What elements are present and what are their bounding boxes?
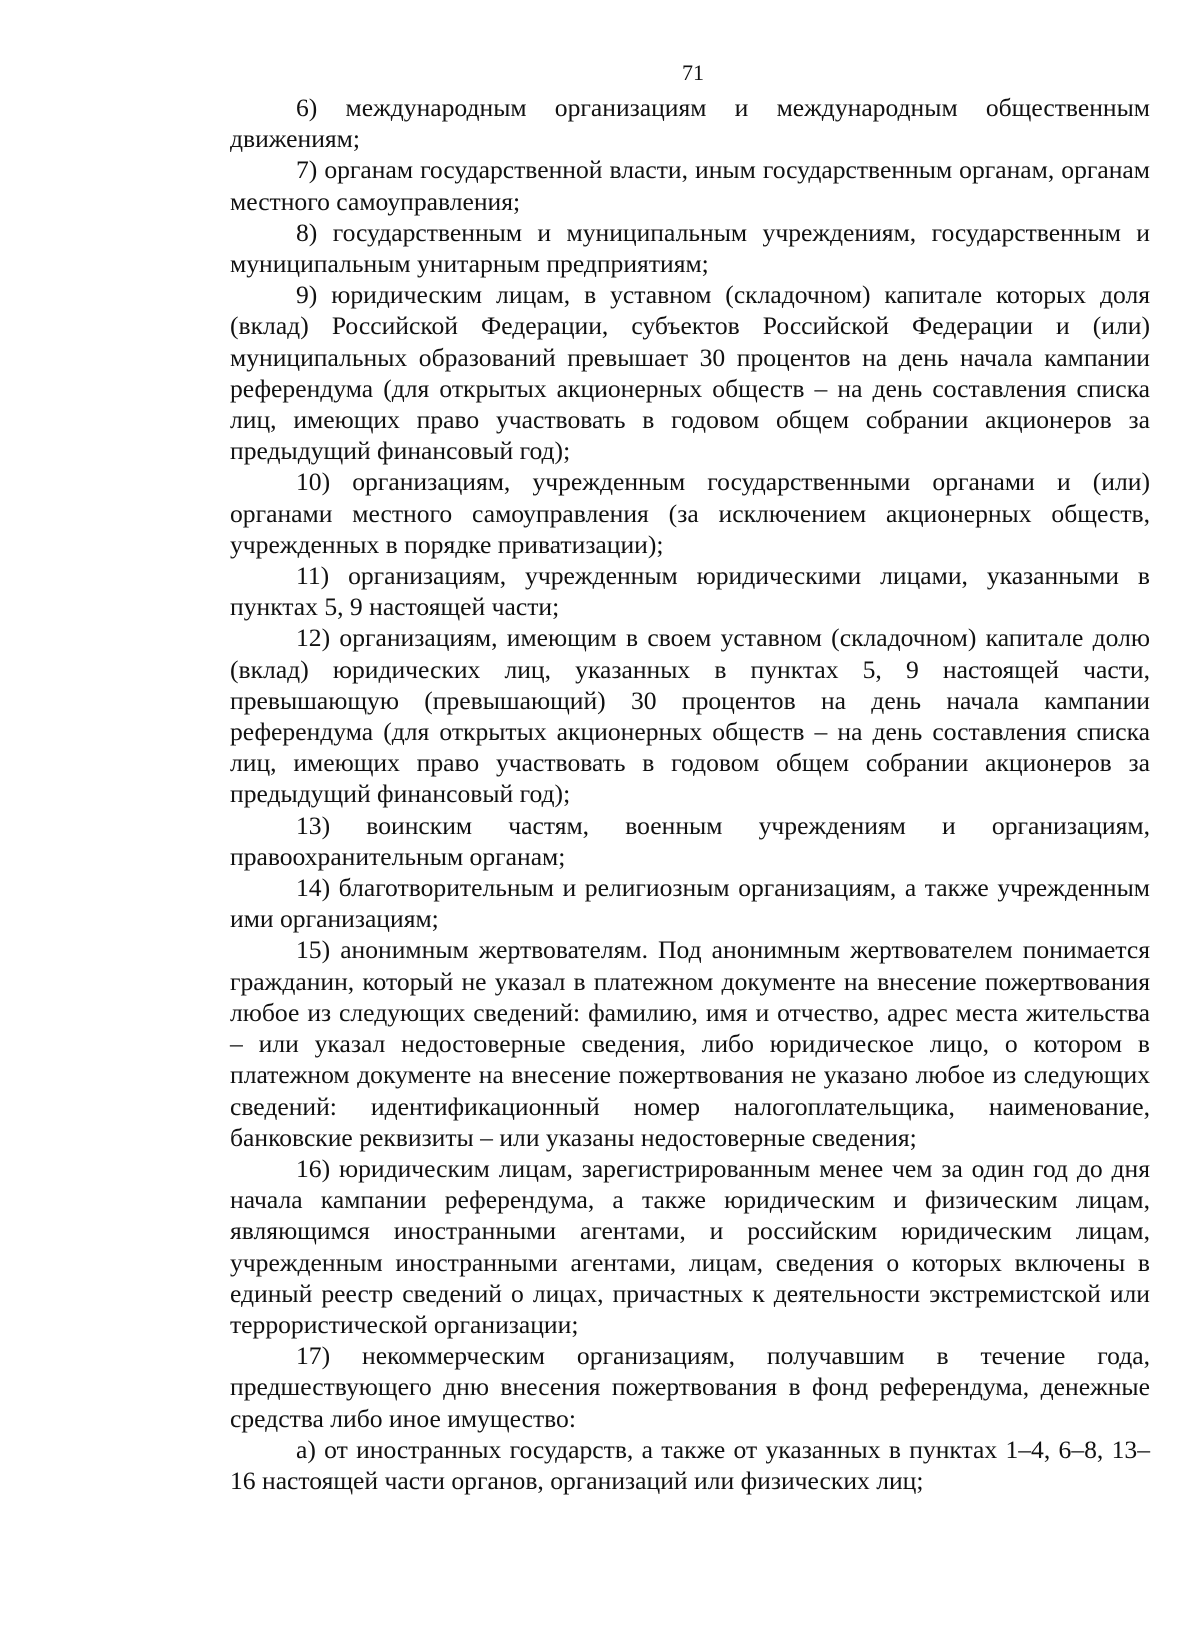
page-number: 71: [682, 60, 704, 85]
paragraph-item-15: 15) анонимным жертвователям. Под анонимным жертвователем понимается гражданин, который не указал в платежном документе на внесение пожертвования любое из следующих сведений: фамилию, имя и отчество, адрес места жительства – или указал недостоверные сведения, либо юридическое лицо, о котором в платежном документе на внесение пожертвования не указано любое из следующих сведений: идентификационный номер налогоплательщика, наименование, банковские реквизиты – или указаны недостоверные сведения;: [230, 935, 1150, 1152]
paragraph-item-14: 14) благотворительным и религиозным организациям, а также учрежденным ими организациям;: [230, 873, 1150, 934]
paragraph-item-16: 16) юридическим лицам, зарегистрированным менее чем за один год до дня начала кампании референдума, а также юридическим и физическим лицам, являющимся иностранными агентами, и российским юридическим лицам, учрежденным иностранными агентами, лицам, сведения о которых включены в единый реестр сведений о лицах, причастных к деятельности экстремистской или террористической организации;: [230, 1153, 1150, 1339]
paragraph-item-13: 13) воинским частям, военным учреждениям и организациям, правоохранительным органам;: [230, 810, 1150, 871]
paragraph-item-8: 8) государственным и муниципальным учреждениям, государственным и муниципальным унитарным предприятиям;: [230, 217, 1150, 279]
paragraph-item-10: 10) организациям, учрежденным государственными органами и (или) органами местного самоуправления (за исключением акционерных обществ, учрежденных в порядке приватизации);: [230, 467, 1150, 559]
paragraph-item-6: 6) международным организациям и международным общественным движениям;: [230, 93, 1150, 154]
paragraph-subitem-a: а) от иностранных государств, а также от указанных в пунктах 1–4, 6–8, 13–16 настоящей части органов, организаций или физических лиц;: [230, 1434, 1150, 1495]
paragraph-item-11: 11) организациям, учрежденным юридическими лицами, указанными в пунктах 5, 9 настоящей части;: [230, 561, 1150, 622]
paragraph-item-17: 17) некоммерческим организациям, получавшим в течение года, предшествующего дню внесения пожертвования в фонд референдума, денежные средства либо иное имущество:: [230, 1341, 1150, 1433]
paragraph-item-9: 9) юридическим лицам, в уставном (складочном) капитале которых доля (вклад) Российской Федерации, субъектов Российской Федерации и (или) муниципальных образований превышает 30 процентов на день начала кампании референдума (для открытых акционерных обществ – на день составления списка лиц, имеющих право участвовать в годовом общем собрании акционеров за предыдущий финансовый год);: [230, 280, 1150, 466]
paragraph-item-7: 7) органам государственной власти, иным государственным органам, органам местного самоуправления;: [230, 155, 1150, 216]
document-body: [230, 92, 1150, 1496]
paragraph-item-12: 12) организациям, имеющим в своем уставном (складочном) капитале долю (вклад) юридических лиц, указанных в пунктах 5, 9 настоящей части, превышающую (превышающий) 30 процентов на день начала кампании референдума (для открытых акционерных обществ – на день составления списка лиц, имеющих право участвовать в годовом общем собрании акционеров за предыдущий финансовый год);: [230, 623, 1150, 809]
